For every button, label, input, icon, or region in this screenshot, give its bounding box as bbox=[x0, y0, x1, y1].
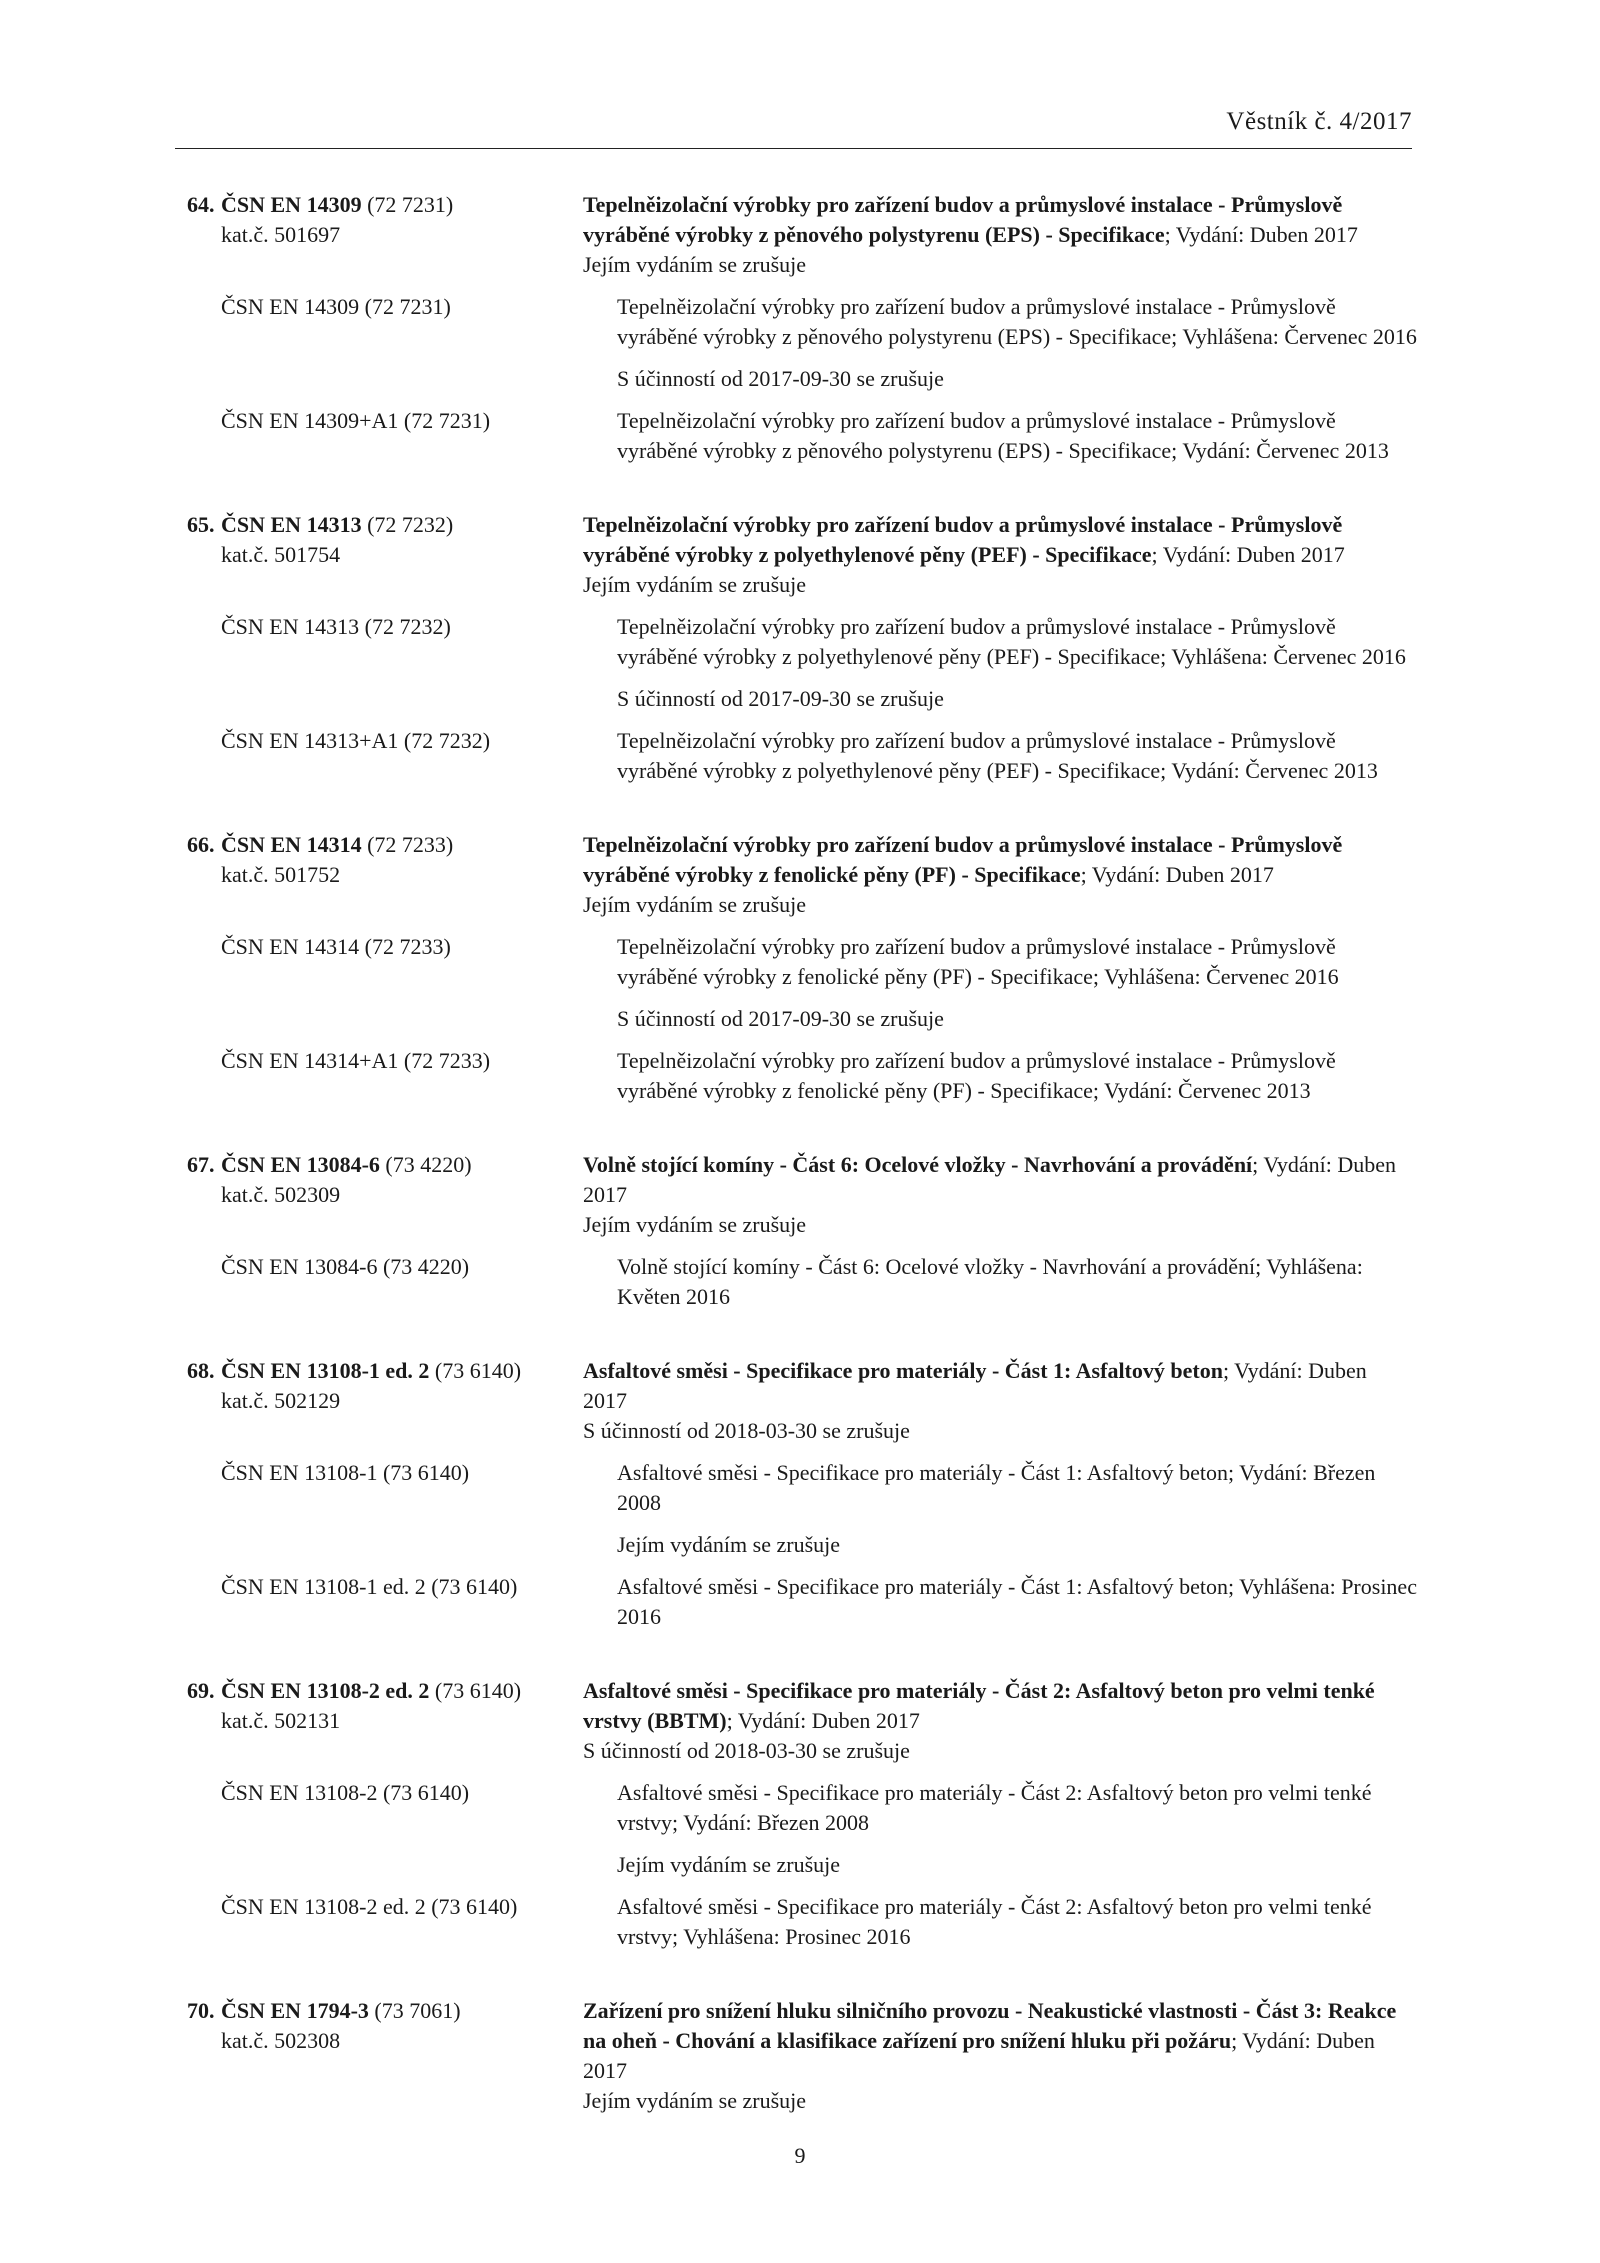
entry-designation bbox=[187, 190, 583, 280]
entry-note: Jejím vydáním se zrušuje bbox=[583, 1212, 807, 1237]
title-line bbox=[583, 190, 1413, 250]
entry-main-row bbox=[187, 1356, 1417, 1446]
related-standard-code: ČSN EN 13108-1 (73 6140) bbox=[221, 1460, 470, 1485]
related-standard-text: Tepelněizolační výrobky pro zařízení budov a průmyslové instalace - Průmyslově vyráběné výrobky z polyethylenové pěny (PEF) - Specifikace; Vyhlášena: Červenec 2016 bbox=[617, 614, 1406, 669]
standard-class-number: (72 7233) bbox=[361, 832, 454, 857]
related-standard-code: ČSN EN 13108-1 ed. 2 (73 6140) bbox=[221, 1574, 518, 1599]
related-standard-code: ČSN EN 13084-6 (73 4220) bbox=[221, 1254, 470, 1279]
related-standard-row bbox=[187, 1458, 1417, 1560]
entry-main-row bbox=[187, 1996, 1417, 2116]
title-line bbox=[583, 1676, 1413, 1736]
entry-description bbox=[583, 1150, 1413, 1240]
related-standard-row bbox=[187, 932, 1417, 1034]
standard-title: Zařízení pro snížení hluku silničního provozu - Neakustické vlastnosti - Část 3: Reakce na oheň - Chování a klasifikace zařízení pro snížení hluku při požáru bbox=[583, 1998, 1397, 2053]
related-standard-note: S účinností od 2017-09-30 se zrušuje bbox=[617, 686, 944, 711]
catalog-number: kat.č. 501752 bbox=[221, 862, 341, 887]
entry-number: 68. bbox=[187, 1358, 215, 1383]
entry-description bbox=[583, 1676, 1413, 1766]
related-standard-description bbox=[617, 1778, 1417, 1880]
related-standard-code: ČSN EN 13108-2 ed. 2 (73 6140) bbox=[221, 1894, 518, 1919]
related-standard-row bbox=[187, 406, 1417, 466]
entry-description bbox=[583, 1356, 1413, 1446]
related-standard-note: S účinností od 2017-09-30 se zrušuje bbox=[617, 1006, 944, 1031]
entry-number: 69. bbox=[187, 1678, 215, 1703]
related-standard-description bbox=[617, 612, 1417, 714]
issue-info: ; Vydání: Duben 2017 bbox=[583, 1358, 1367, 1413]
entry-description bbox=[583, 830, 1413, 920]
standard-entry bbox=[187, 1356, 1417, 1632]
related-standard-row bbox=[187, 612, 1417, 714]
entry-designation bbox=[187, 1150, 583, 1240]
entry-number: 67. bbox=[187, 1152, 215, 1177]
standard-code: ČSN EN 14314 bbox=[221, 832, 362, 857]
title-line bbox=[583, 830, 1413, 890]
standard-class-number: (73 6140) bbox=[429, 1678, 522, 1703]
standard-code: ČSN EN 13084-6 bbox=[221, 1152, 380, 1177]
entry-number: 66. bbox=[187, 832, 215, 857]
standard-code: ČSN EN 14313 bbox=[221, 512, 362, 537]
related-standard-description bbox=[617, 1572, 1417, 1632]
entry-number: 65. bbox=[187, 512, 215, 537]
related-standard-row bbox=[187, 726, 1417, 786]
catalog-number: kat.č. 502308 bbox=[221, 2028, 341, 2053]
standard-entry bbox=[187, 830, 1417, 1106]
related-standard-code: ČSN EN 14309 (72 7231) bbox=[221, 294, 451, 319]
entry-designation bbox=[187, 510, 583, 600]
issue-info: ; Vydání: Duben 2017 bbox=[1164, 222, 1358, 247]
related-standard-description bbox=[617, 1046, 1417, 1106]
entry-note: S účinností od 2018-03-30 se zrušuje bbox=[583, 1738, 910, 1763]
related-standard-text: Asfaltové směsi - Specifikace pro materiály - Část 2: Asfaltový beton pro velmi tenké vrstvy; Vydání: Březen 2008 bbox=[617, 1780, 1372, 1835]
designation-line bbox=[187, 190, 583, 220]
related-standard-row bbox=[187, 292, 1417, 394]
related-standard-text: Tepelněizolační výrobky pro zařízení budov a průmyslové instalace - Průmyslově vyráběné výrobky z fenolické pěny (PF) - Specifikace; Vydání: Červenec 2013 bbox=[617, 1048, 1336, 1103]
related-standard-code: ČSN EN 14314+A1 (72 7233) bbox=[221, 1048, 491, 1073]
related-standard-text: Asfaltové směsi - Specifikace pro materiály - Část 2: Asfaltový beton pro velmi tenké vrstvy; Vyhlášena: Prosinec 2016 bbox=[617, 1894, 1372, 1949]
entry-description bbox=[583, 1996, 1413, 2116]
related-standard-row bbox=[187, 1572, 1417, 1632]
standard-entry bbox=[187, 190, 1417, 466]
entry-designation bbox=[187, 830, 583, 920]
standard-class-number: (72 7232) bbox=[361, 512, 454, 537]
issue-info: ; Vydání: Duben 2017 bbox=[1151, 542, 1345, 567]
entry-main-row bbox=[187, 510, 1417, 600]
standard-class-number: (73 7061) bbox=[368, 1998, 461, 2023]
related-standard-row bbox=[187, 1778, 1417, 1880]
standard-class-number: (72 7231) bbox=[361, 192, 454, 217]
page-header bbox=[175, 108, 1412, 149]
related-standard-text: Asfaltové směsi - Specifikace pro materiály - Část 1: Asfaltový beton; Vyhlášena: Prosinec 2016 bbox=[617, 1574, 1417, 1629]
standard-code: ČSN EN 1794-3 bbox=[221, 1998, 369, 2023]
related-standard-description bbox=[617, 292, 1417, 394]
entry-number: 70. bbox=[187, 1998, 215, 2023]
related-standard-row bbox=[187, 1892, 1417, 1952]
designation-line bbox=[187, 1996, 583, 2026]
entry-note: Jejím vydáním se zrušuje bbox=[583, 572, 807, 597]
related-standard-text: Tepelněizolační výrobky pro zařízení budov a průmyslové instalace - Průmyslově vyráběné výrobky z polyethylenové pěny (PEF) - Specifikace; Vydání: Červenec 2013 bbox=[617, 728, 1378, 783]
related-standard-code: ČSN EN 14313 (72 7232) bbox=[221, 614, 451, 639]
page-number: 9 bbox=[794, 2143, 806, 2168]
entry-note: S účinností od 2018-03-30 se zrušuje bbox=[583, 1418, 910, 1443]
related-standard-description bbox=[617, 932, 1417, 1034]
standard-title: Tepelněizolační výrobky pro zařízení budov a průmyslové instalace - Průmyslově vyráběné výrobky z polyethylenové pěny (PEF) - Specifikace bbox=[583, 512, 1343, 567]
designation-line bbox=[187, 1356, 583, 1386]
title-line bbox=[583, 510, 1413, 570]
standard-entry bbox=[187, 1996, 1417, 2116]
entry-number: 64. bbox=[187, 192, 215, 217]
standard-title: Volně stojící komíny - Část 6: Ocelové vložky - Navrhování a provádění bbox=[583, 1152, 1253, 1177]
related-standard-row bbox=[187, 1046, 1417, 1106]
related-standard-text: Asfaltové směsi - Specifikace pro materiály - Část 1: Asfaltový beton; Vydání: Březen 2008 bbox=[617, 1460, 1376, 1515]
catalog-number: kat.č. 502131 bbox=[221, 1708, 341, 1733]
standard-class-number: (73 6140) bbox=[429, 1358, 522, 1383]
related-standard-note: Jejím vydáním se zrušuje bbox=[617, 1852, 841, 1877]
entry-main-row bbox=[187, 830, 1417, 920]
catalog-number: kat.č. 502309 bbox=[221, 1182, 341, 1207]
entry-designation bbox=[187, 1676, 583, 1766]
related-standard-code: ČSN EN 14314 (72 7233) bbox=[221, 934, 451, 959]
issue-info: ; Vydání: Duben 2017 bbox=[583, 1152, 1396, 1207]
standards-list bbox=[187, 190, 1417, 2160]
designation-line bbox=[187, 830, 583, 860]
related-standard-note: Jejím vydáním se zrušuje bbox=[617, 1532, 841, 1557]
entry-note: Jejím vydáním se zrušuje bbox=[583, 252, 807, 277]
related-standard-code: ČSN EN 14309+A1 (72 7231) bbox=[221, 408, 491, 433]
entry-description bbox=[583, 510, 1413, 600]
related-standard-text: Volně stojící komíny - Část 6: Ocelové vložky - Navrhování a provádění; Vyhlášena: Květen 2016 bbox=[617, 1254, 1363, 1309]
title-line bbox=[583, 1356, 1413, 1416]
standard-code: ČSN EN 14309 bbox=[221, 192, 362, 217]
related-standard-description bbox=[617, 1458, 1417, 1560]
related-standard-description bbox=[617, 1252, 1417, 1312]
standard-title: Asfaltové směsi - Specifikace pro materiály - Část 2: Asfaltový beton pro velmi tenké vrstvy (BBTM) bbox=[583, 1678, 1375, 1733]
entry-note: Jejím vydáním se zrušuje bbox=[583, 892, 807, 917]
standard-code: ČSN EN 13108-2 ed. 2 bbox=[221, 1678, 430, 1703]
entry-main-row bbox=[187, 190, 1417, 280]
title-line bbox=[583, 1996, 1413, 2086]
standard-title: Tepelněizolační výrobky pro zařízení budov a průmyslové instalace - Průmyslově vyráběné výrobky z pěnového polystyrenu (EPS) - Specifikace bbox=[583, 192, 1343, 247]
catalog-number: kat.č. 501754 bbox=[221, 542, 341, 567]
standard-entry bbox=[187, 1676, 1417, 1952]
related-standard-description bbox=[617, 1892, 1417, 1952]
entry-main-row bbox=[187, 1150, 1417, 1240]
entry-description bbox=[583, 190, 1413, 280]
related-standard-row bbox=[187, 1252, 1417, 1312]
title-line bbox=[583, 1150, 1413, 1210]
related-standard-code: ČSN EN 14313+A1 (72 7232) bbox=[221, 728, 491, 753]
related-standard-description bbox=[617, 726, 1417, 786]
issue-info: ; Vydání: Duben 2017 bbox=[726, 1708, 920, 1733]
related-standard-code: ČSN EN 13108-2 (73 6140) bbox=[221, 1780, 470, 1805]
issue-info: ; Vydání: Duben 2017 bbox=[1080, 862, 1274, 887]
issue-info: ; Vydání: Duben 2017 bbox=[583, 2028, 1375, 2083]
entry-designation bbox=[187, 1356, 583, 1446]
related-standard-text: Tepelněizolační výrobky pro zařízení budov a průmyslové instalace - Průmyslově vyráběné výrobky z fenolické pěny (PF) - Specifikace; Vyhlášena: Červenec 2016 bbox=[617, 934, 1339, 989]
standard-entry bbox=[187, 510, 1417, 786]
related-standard-text: Tepelněizolační výrobky pro zařízení budov a průmyslové instalace - Průmyslově vyráběné výrobky z pěnového polystyrenu (EPS) - Specifikace; Vydání: Červenec 2013 bbox=[617, 408, 1389, 463]
journal-title: Věstník č. 4/2017 bbox=[1226, 108, 1412, 135]
entry-note: Jejím vydáním se zrušuje bbox=[583, 2088, 807, 2113]
standard-title: Tepelněizolační výrobky pro zařízení budov a průmyslové instalace - Průmyslově vyráběné výrobky z fenolické pěny (PF) - Specifikace bbox=[583, 832, 1343, 887]
entry-main-row bbox=[187, 1676, 1417, 1766]
catalog-number: kat.č. 501697 bbox=[221, 222, 341, 247]
standard-title: Asfaltové směsi - Specifikace pro materiály - Část 1: Asfaltový beton bbox=[583, 1358, 1223, 1383]
related-standard-text: Tepelněizolační výrobky pro zařízení budov a průmyslové instalace - Průmyslově vyráběné výrobky z pěnového polystyrenu (EPS) - Specifikace; Vyhlášena: Červenec 2016 bbox=[617, 294, 1417, 349]
standard-code: ČSN EN 13108-1 ed. 2 bbox=[221, 1358, 430, 1383]
designation-line bbox=[187, 510, 583, 540]
related-standard-note: S účinností od 2017-09-30 se zrušuje bbox=[617, 366, 944, 391]
standard-class-number: (73 4220) bbox=[379, 1152, 472, 1177]
designation-line bbox=[187, 1676, 583, 1706]
standard-entry bbox=[187, 1150, 1417, 1312]
designation-line bbox=[187, 1150, 583, 1180]
entry-designation bbox=[187, 1996, 583, 2116]
related-standard-description bbox=[617, 406, 1417, 466]
catalog-number: kat.č. 502129 bbox=[221, 1388, 341, 1413]
